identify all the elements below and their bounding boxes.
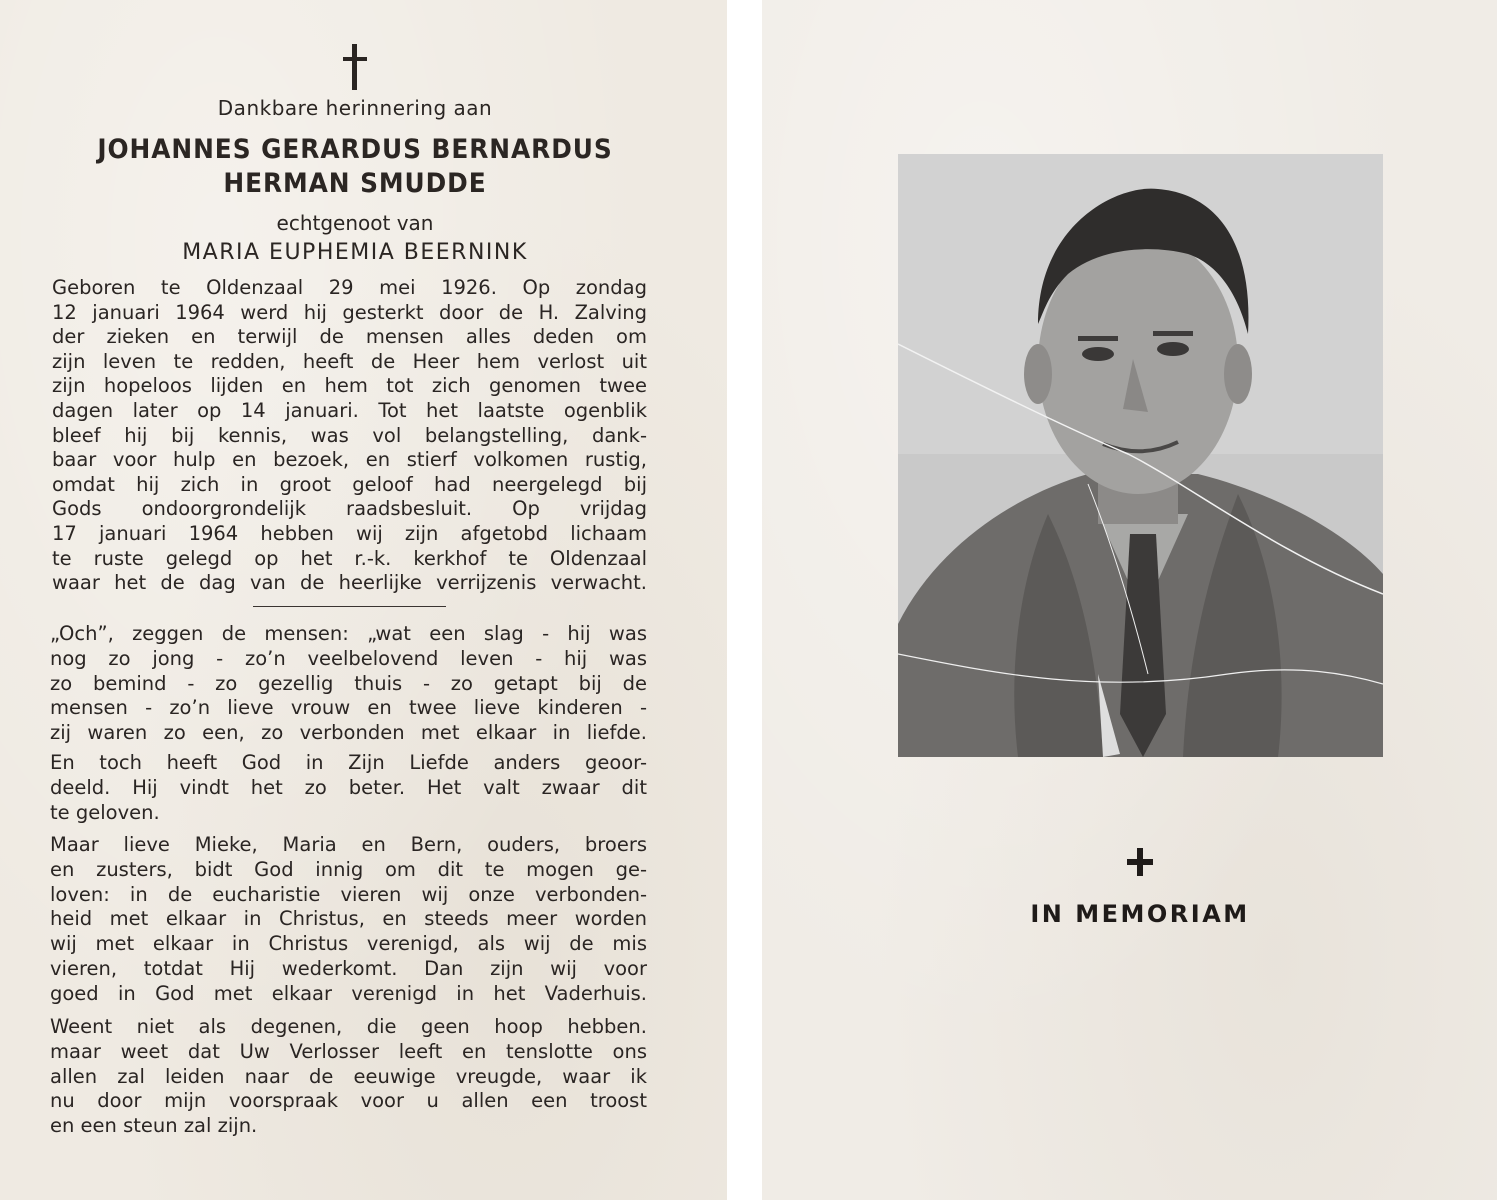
text-line: En toch heeft God in Zijn Liefde anders geoor- (50, 751, 647, 774)
text-line: te geloven. (50, 800, 160, 824)
text-line: nu door mijn voorspraak voor u allen een troost (50, 1089, 647, 1113)
text-line: Gods ondoorgrondelijk raadsbesluit. Op vrijdag (52, 497, 647, 521)
text-line: Maar lieve Mieke, Maria en Bern, ouders, broers (50, 833, 647, 856)
in-memoriam-heading: IN MEMORIAM (1030, 900, 1250, 928)
cross-icon (341, 44, 369, 90)
spouse-name: MARIA EUPHEMIA BEERNINK (182, 240, 528, 265)
text-line: allen zal leiden naar de eeuwige vreugde, waar ik (50, 1064, 647, 1088)
text-line: zijn hopeloos lijden en hem tot zich genomen twee (52, 374, 647, 398)
portrait-photo (898, 154, 1383, 757)
text-line: zij waren zo een, zo verbonden met elkaar in liefde. (50, 721, 647, 745)
text-line: te ruste gelegd op het r.-k. kerkhof te Oldenzaal (52, 546, 647, 570)
text-line: der zieken en terwijl de mensen alles deden om (52, 325, 647, 349)
text-line: en een steun zal zijn. (50, 1114, 258, 1138)
text-line: omdat hij zich in groot geloof had neergelegd bij (52, 472, 647, 496)
verse-paragraph-4 (50, 1015, 647, 1139)
divider (253, 606, 446, 607)
biography-paragraph (52, 276, 647, 596)
text-line: nog zo jong - zo’n veelbelovend leven - hij was (50, 646, 647, 670)
text-line: Geboren te Oldenzaal 29 mei 1926. Op zondag (52, 276, 647, 299)
text-line: Weent niet als degenen, die geen hoop hebben. (50, 1015, 647, 1038)
text-line: 17 januari 1964 hebben wij zijn afgetobd lichaam (52, 521, 647, 545)
memorial-card-text-side (0, 0, 727, 1200)
text-line: „Och”, zeggen de mensen: „wat een slag - hij was (50, 622, 647, 645)
text-line: waar het de dag van de heerlijke verrijzenis verwacht. (52, 571, 647, 595)
text-line: wij met elkaar in Christus verenigd, als wij de mis (50, 932, 647, 956)
text-line: maar weet dat Uw Verlosser leeft en tenslotte ons (50, 1039, 647, 1063)
intro-text: Dankbare herinnering aan (217, 96, 493, 120)
text-line: bleef hij bij kennis, was vol belangstelling, dank- (52, 423, 647, 447)
text-line: baar voor hulp en bezoek, en stierf volkomen rustig, (52, 448, 647, 472)
spouse-label: echtgenoot van (276, 211, 434, 235)
verse-paragraph-3 (50, 833, 647, 1007)
text-line: goed in God met elkaar verenigd in het Vaderhuis. (50, 981, 647, 1005)
text-line: dagen later op 14 januari. Tot het laatste ogenblik (52, 398, 647, 422)
text-line: en zusters, bidt God innig om dit te mogen ge- (50, 857, 647, 881)
text-line: vieren, totdat Hij wederkomt. Dan zijn wij voor (50, 956, 647, 980)
text-line: mensen - zo’n lieve vrouw en twee lieve kinderen - (50, 696, 647, 720)
verse-paragraph-1 (50, 622, 647, 746)
cross-icon (1127, 848, 1153, 876)
text-line: 12 januari 1964 werd hij gesterkt door de H. Zalving (52, 300, 647, 324)
text-line: zijn leven te redden, heeft de Heer hem verlost uit (52, 349, 647, 373)
text-line: deeld. Hij vindt het zo beter. Het valt zwaar dit (50, 775, 647, 799)
deceased-name-line1: JOHANNES GERARDUS BERNARDUS (97, 134, 613, 165)
text-line: loven: in de eucharistie vieren wij onze verbonden- (50, 882, 647, 906)
text-line: zo bemind - zo gezellig thuis - zo getapt bij de (50, 671, 647, 695)
deceased-name-line2: HERMAN SMUDDE (223, 168, 487, 199)
text-line: heid met elkaar in Christus, en steeds meer worden (50, 907, 647, 931)
verse-paragraph-2 (50, 751, 647, 825)
